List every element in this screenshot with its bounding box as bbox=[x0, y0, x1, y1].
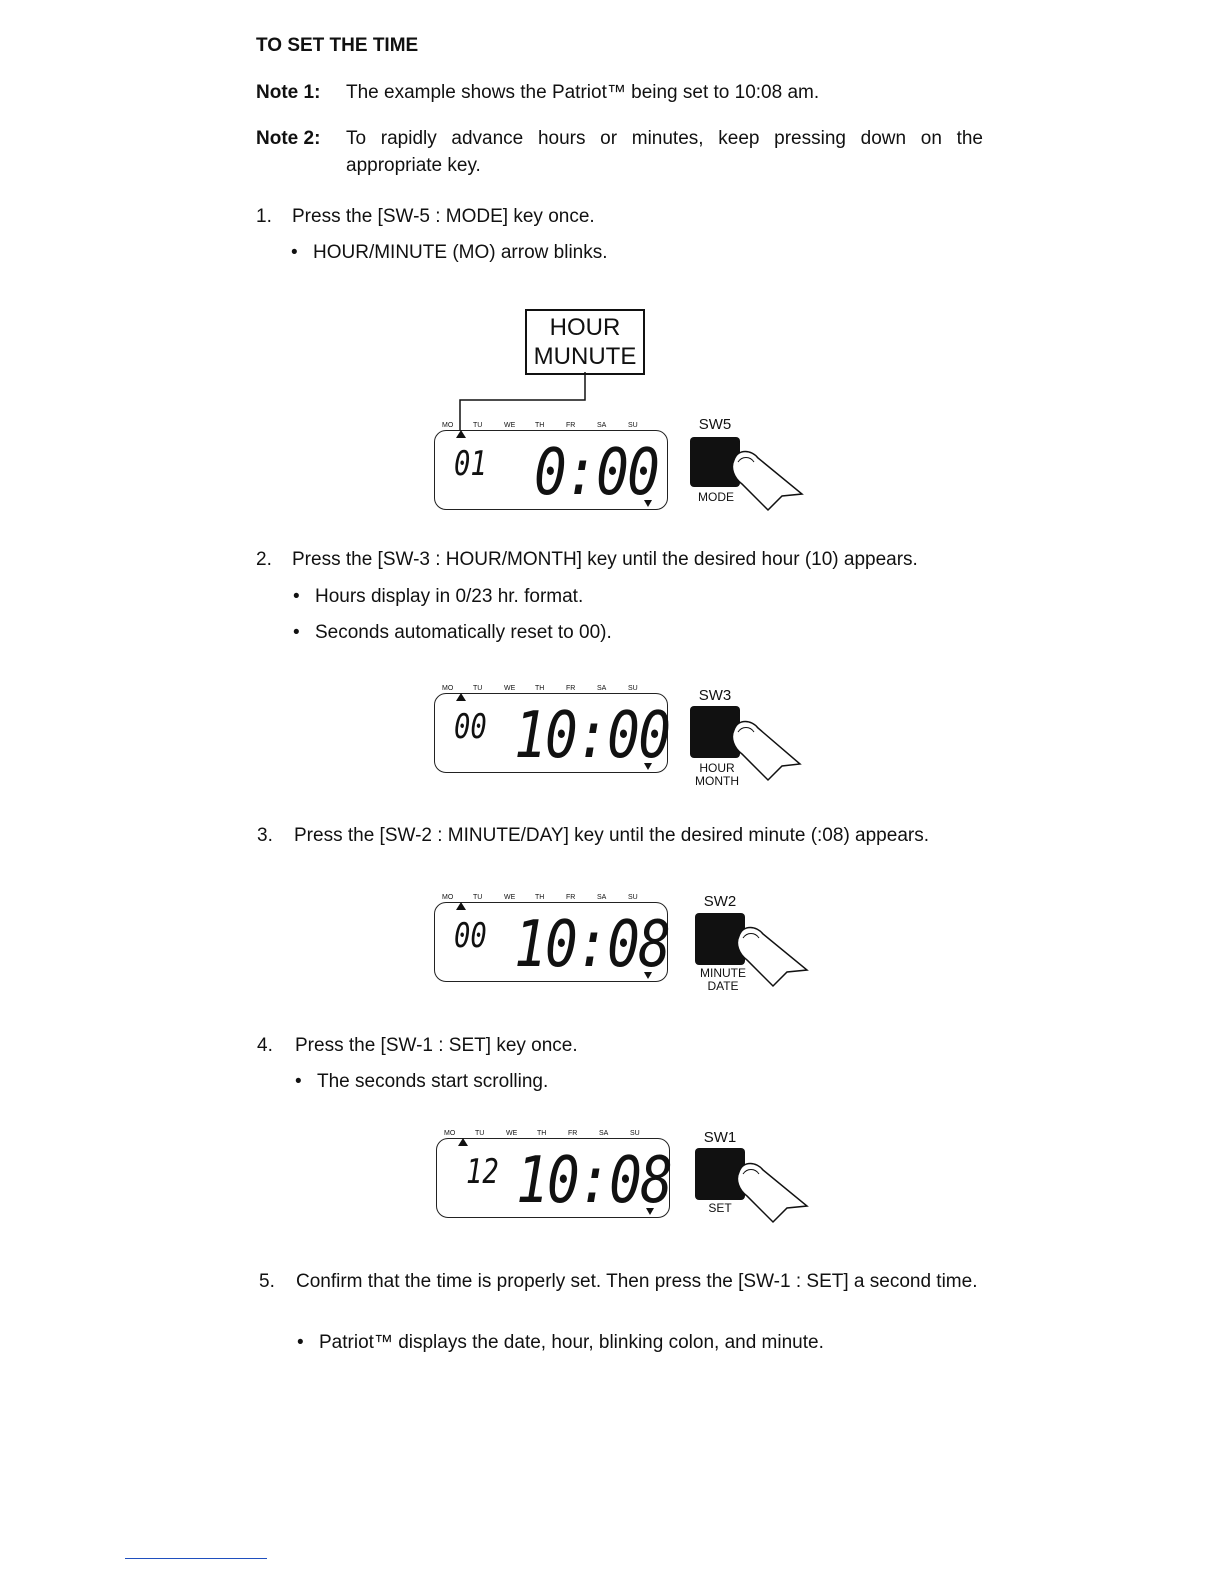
up-arrow-icon bbox=[458, 1138, 468, 1146]
step-2-bullet-1-text: Hours display in 0/23 hr. format. bbox=[315, 586, 584, 607]
step-2-bullet-2-text: Seconds automatically reset to 00). bbox=[315, 622, 612, 643]
callout-line-2: MUNUTE bbox=[533, 343, 637, 370]
sw2-sublabel bbox=[692, 967, 754, 993]
step-1-bullet-1: • HOUR/MINUTE (MO) arrow blinks. bbox=[291, 242, 608, 263]
note-2-label: Note 2: bbox=[256, 128, 321, 149]
down-arrow-icon bbox=[644, 763, 652, 770]
step-1-bullet-1-text: HOUR/MINUTE (MO) arrow blinks. bbox=[313, 242, 608, 263]
up-arrow-icon bbox=[456, 430, 466, 438]
sw5-sublabel: MODE bbox=[698, 490, 734, 504]
step-5-bullet-1-text: Patriot™ displays the date, hour, blinking colon, and minute. bbox=[319, 1332, 824, 1353]
lcd-2-small-digits: 00 bbox=[454, 707, 487, 747]
lcd-1-day-labels: MO TU WE TH FR SA SU bbox=[442, 422, 638, 429]
lcd-1-small-digits: 01 bbox=[454, 444, 487, 484]
step-2-number: 2. bbox=[256, 549, 272, 570]
down-arrow-icon bbox=[646, 1208, 654, 1215]
lcd-2-day-labels: MO TU WE TH FR SA SU bbox=[442, 685, 638, 692]
sw3-sublabel-line-2: MONTH bbox=[695, 774, 739, 788]
lcd-4-day-labels: MO TU WE TH FR SA SU bbox=[444, 1130, 640, 1137]
sw2-sublabel-line-1: MINUTE bbox=[700, 966, 746, 980]
step-4-text: Press the [SW-1 : SET] key once. bbox=[295, 1035, 578, 1056]
lcd-1-big-digits: 0:00 bbox=[534, 436, 659, 510]
sw3-sublabel bbox=[688, 762, 746, 788]
step-5-bullet-1: • Patriot™ displays the date, hour, blinking colon, and minute. bbox=[297, 1332, 824, 1353]
note-1 bbox=[256, 79, 986, 106]
lcd-4-big-digits: 10:08 bbox=[516, 1144, 672, 1218]
lcd-3-small-digits: 00 bbox=[454, 916, 487, 956]
step-1 bbox=[256, 203, 595, 230]
sw3-sublabel-line-1: HOUR bbox=[699, 761, 735, 775]
sw2-label: SW2 bbox=[703, 893, 737, 910]
step-2 bbox=[256, 546, 918, 573]
step-1-number: 1. bbox=[256, 206, 272, 227]
sw5-label: SW5 bbox=[698, 416, 732, 433]
sw1-sublabel: SET bbox=[708, 1201, 732, 1215]
step-3 bbox=[257, 822, 929, 849]
lcd-2-big-digits: 10:00 bbox=[514, 699, 670, 773]
sw1-label: SW1 bbox=[703, 1129, 737, 1146]
step-1-text: Press the [SW-5 : MODE] key once. bbox=[292, 206, 595, 227]
note-2-text: To rapidly advance hours or minutes, keep pressing down on the appropriate key. bbox=[346, 128, 983, 176]
sw3-label: SW3 bbox=[698, 687, 732, 704]
step-5-text: Confirm that the time is properly set. Then press the [SW-1 : SET] a second time. bbox=[296, 1271, 978, 1292]
step-2-text: Press the [SW-3 : HOUR/MONTH] key until the desired hour (10) appears. bbox=[292, 549, 918, 570]
page-title: TO SET THE TIME bbox=[256, 35, 419, 56]
footer-rule bbox=[125, 1558, 267, 1559]
down-arrow-icon bbox=[644, 972, 652, 979]
step-3-number: 3. bbox=[257, 825, 273, 846]
sw2-sublabel-line-2: DATE bbox=[707, 979, 739, 993]
step-3-text: Press the [SW-2 : MINUTE/DAY] key until the desired minute (:08) appears. bbox=[294, 825, 929, 846]
callout-line-1: HOUR bbox=[549, 314, 621, 341]
down-arrow-icon bbox=[644, 500, 652, 507]
step-4 bbox=[257, 1032, 578, 1059]
step-5 bbox=[259, 1268, 994, 1295]
step-4-bullet-1-text: The seconds start scrolling. bbox=[317, 1071, 549, 1092]
note-1-text: The example shows the Patriot™ being set to 10:08 am. bbox=[346, 82, 820, 103]
step-4-number: 4. bbox=[257, 1035, 273, 1056]
step-4-bullet-1: • The seconds start scrolling. bbox=[295, 1071, 549, 1092]
note-1-label: Note 1: bbox=[256, 82, 321, 103]
lcd-3-big-digits: 10:08 bbox=[514, 908, 670, 982]
step-5-number: 5. bbox=[259, 1271, 275, 1292]
note-2 bbox=[256, 125, 986, 179]
hour-minute-callout bbox=[525, 309, 645, 375]
step-2-bullet-2: • Seconds automatically reset to 00). bbox=[293, 622, 612, 643]
lcd-3-day-labels: MO TU WE TH FR SA SU bbox=[442, 894, 638, 901]
up-arrow-icon bbox=[456, 902, 466, 910]
finger-icon bbox=[733, 1158, 813, 1224]
step-2-bullet-1: • Hours display in 0/23 hr. format. bbox=[293, 586, 584, 607]
lcd-4-small-digits: 12 bbox=[466, 1152, 499, 1192]
up-arrow-icon bbox=[456, 693, 466, 701]
